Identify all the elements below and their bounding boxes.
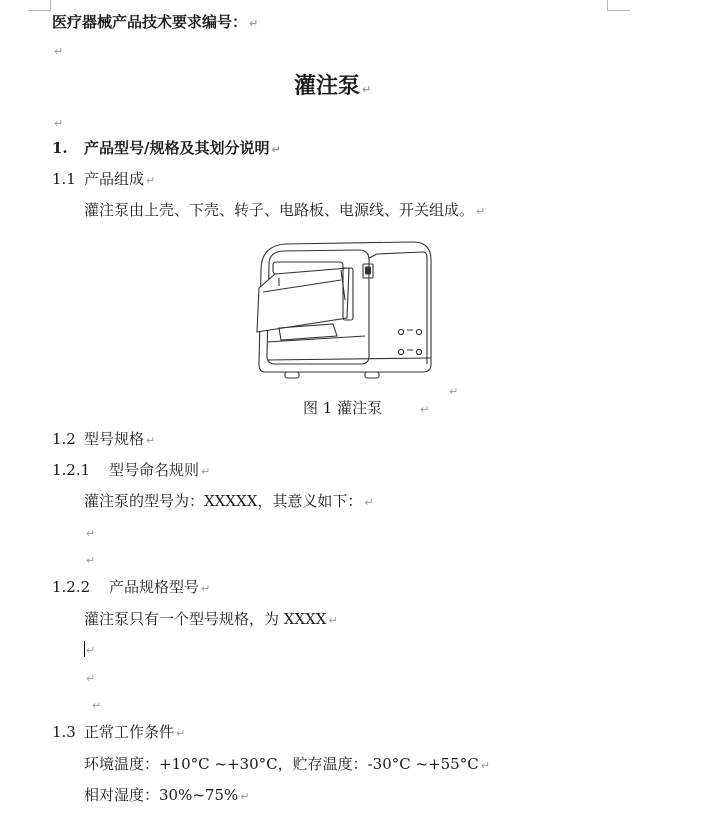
header-line[interactable]: 医疗器械产品技术要求编号： ↵ (52, 13, 259, 31)
section-1-heading[interactable]: 1. 产品型号/规格及其划分说明 ↵ (52, 139, 281, 157)
paragraph-mark-icon: ↵ (271, 143, 281, 156)
section-1-3-humidity[interactable]: 相对湿度：30%~75% ↵ (84, 786, 250, 804)
empty-paragraph[interactable] (52, 40, 63, 62)
paragraph-mark-icon: ↵ (146, 434, 156, 447)
document-title[interactable]: 灌注泵 ↵ (294, 73, 372, 99)
section-1-2-2-heading[interactable]: 1.2.2 产品规格型号 ↵ (52, 578, 211, 596)
empty-paragraph[interactable] (90, 694, 101, 716)
section-1-2-1-heading[interactable]: 1.2.1 型号命名规则 ↵ (52, 461, 211, 479)
paragraph-mark-icon: ↵ (476, 205, 486, 218)
empty-paragraph[interactable] (84, 639, 95, 661)
paragraph-mark-icon: ↵ (364, 496, 374, 509)
section-1-3-heading[interactable]: 1.3 正常工作条件 ↵ (52, 723, 186, 741)
section-1-1-body[interactable]: 灌注泵由上壳、下壳、转子、电路板、电源线、开关组成。 ↵ (84, 201, 486, 219)
section-1-3-environment[interactable]: 环境温度：+10°C ~+30°C，贮存温度：-30°C ~+55°C ↵ (84, 755, 490, 773)
paragraph-mark-icon: ↵ (240, 790, 250, 803)
page-corner-mark-right (607, 0, 630, 11)
paragraph-mark-icon: ↵ (201, 465, 211, 478)
paragraph-mark-icon: ↵ (54, 45, 64, 58)
paragraph-mark-icon: ↵ (449, 385, 459, 398)
empty-paragraph[interactable] (447, 380, 458, 402)
empty-paragraph[interactable] (84, 522, 95, 544)
pump-illustration (255, 240, 435, 380)
paragraph-mark-icon: ↵ (480, 759, 490, 772)
paragraph-mark-icon: ↵ (362, 83, 372, 96)
paragraph-mark-icon: ↵ (54, 117, 64, 130)
page-corner-mark-left (28, 0, 51, 11)
section-1-1-heading[interactable]: 1.1 产品组成 ↵ (52, 170, 156, 188)
paragraph-mark-icon: ↵ (328, 614, 338, 627)
section-1-2-heading[interactable]: 1.2 型号规格 ↵ (52, 430, 156, 448)
section-1-2-1-body[interactable]: 灌注泵的型号为：XXXXX，其意义如下： ↵ (84, 492, 374, 510)
figure-caption[interactable]: 图 1 灌注泵 ↵ (303, 399, 430, 417)
paragraph-mark-icon: ↵ (92, 699, 102, 712)
paragraph-mark-icon: ↵ (201, 582, 211, 595)
paragraph-mark-icon: ↵ (176, 727, 186, 740)
paragraph-mark-icon: ↵ (420, 403, 430, 416)
paragraph-mark-icon: ↵ (86, 644, 96, 657)
paragraph-mark-icon: ↵ (86, 672, 96, 685)
paragraph-mark-icon: ↵ (86, 527, 96, 540)
paragraph-mark-icon: ↵ (86, 554, 96, 567)
empty-paragraph[interactable] (84, 549, 95, 571)
paragraph-mark-icon: ↵ (146, 174, 156, 187)
empty-paragraph[interactable] (84, 667, 95, 689)
empty-paragraph[interactable] (52, 112, 63, 134)
section-1-2-2-body[interactable]: 灌注泵只有一个型号规格，为 XXXX ↵ (84, 610, 338, 628)
paragraph-mark-icon: ↵ (249, 17, 259, 30)
